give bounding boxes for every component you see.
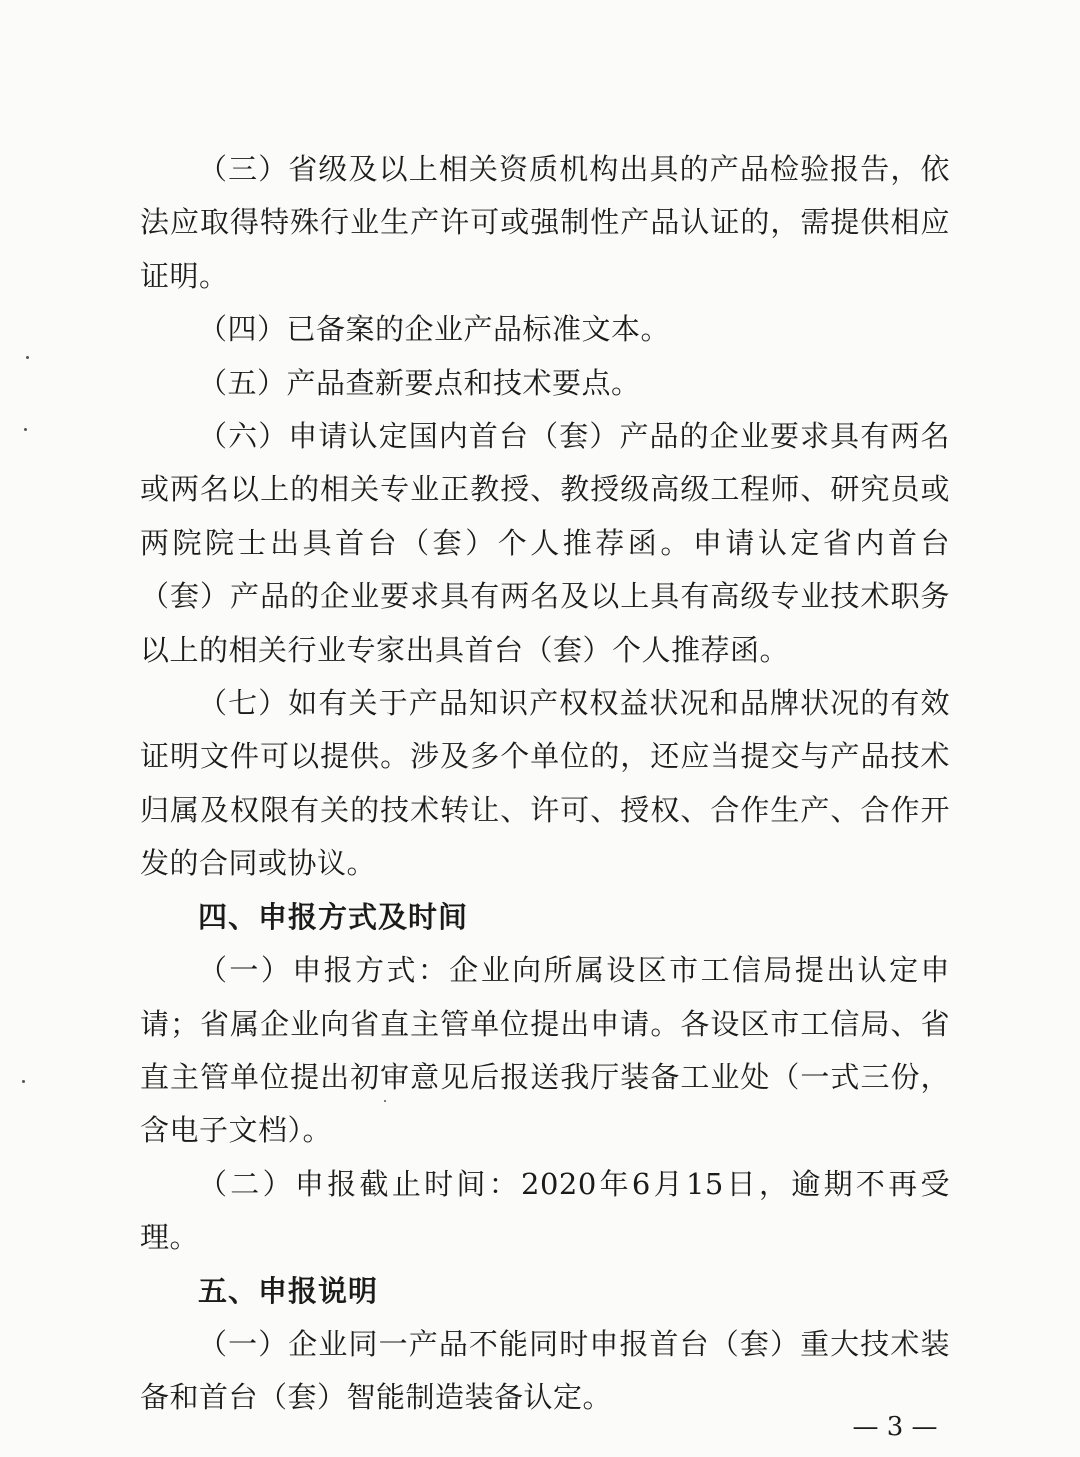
section4-paragraph-1: （一）申报方式：企业向所属设区市工信局提出认定申请；省属企业向省直主管单位提出申请。各设区市工信局、省直主管单位提出初审意见后报送我厅装备工业处（一式三份，含电子文档）。 (140, 953, 950, 1148)
scan-speck (24, 428, 27, 431)
scan-speck (26, 356, 29, 359)
document-body (140, 143, 950, 1425)
page-number: — 3 — (852, 1412, 938, 1442)
section4-paragraph-2: （二）申报截止时间：2020年6月15日，逾期不再受理。 (140, 1166, 950, 1255)
section5-paragraph-1: （一）企业同一产品不能同时申报首台（套）重大技术装备和首台（套）智能制造装备认定。 (140, 1326, 950, 1415)
paragraph-4: （四）已备案的企业产品标准文本。 (198, 312, 671, 347)
scan-speck (22, 1080, 25, 1083)
paragraph-3: （三）省级及以上相关资质机构出具的产品检验报告，依法应取得特殊行业生产许可或强制性产品认证的，需提供相应证明。 (140, 152, 950, 293)
section-heading-4: 四、申报方式及时间 (198, 899, 469, 934)
paragraph-6: （六）申请认定国内首台（套）产品的企业要求具有两名或两名以上的相关专业正教授、教授级高级工程师、研究员或两院院士出具首台（套）个人推荐函。申请认定省内首台（套）产品的企业要求具有两名及以上具有高级专业技术职务以上的相关行业专家出具首台（套）个人推荐函。 (140, 419, 950, 667)
section-heading-5: 五、申报说明 (198, 1273, 379, 1308)
paragraph-7: （七）如有关于产品知识产权权益状况和品牌状况的有效证明文件可以提供。涉及多个单位的，还应当提交与产品技术归属及权限有关的技术转让、许可、授权、合作生产、合作开发的合同或协议。 (140, 686, 950, 881)
paragraph-5: （五）产品查新要点和技术要点。 (198, 365, 641, 400)
